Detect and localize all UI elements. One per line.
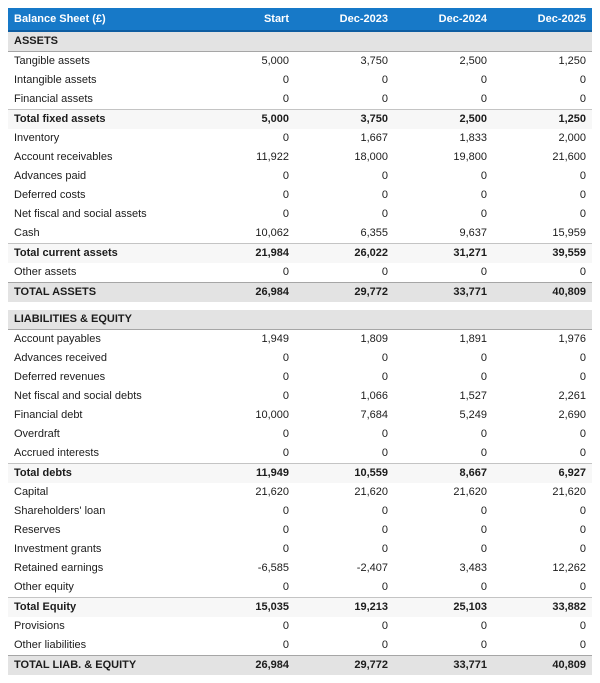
row-value: 0 bbox=[493, 167, 592, 186]
row-value: 0 bbox=[295, 425, 394, 444]
row-value: 33,771 bbox=[394, 283, 493, 303]
row-value: -6,585 bbox=[196, 559, 295, 578]
row-value: 0 bbox=[295, 186, 394, 205]
row-label: Advances paid bbox=[8, 167, 196, 186]
row-value: 5,000 bbox=[196, 110, 295, 130]
table-row bbox=[8, 636, 592, 656]
row-value: 1,250 bbox=[493, 110, 592, 130]
row-value: 0 bbox=[196, 71, 295, 90]
row-value: 1,949 bbox=[196, 330, 295, 350]
table-row bbox=[8, 406, 592, 425]
row-label: Capital bbox=[8, 483, 196, 502]
row-value: 1,833 bbox=[394, 129, 493, 148]
row-value: 1,066 bbox=[295, 387, 394, 406]
row-value: 8,667 bbox=[394, 464, 493, 484]
row-value: 0 bbox=[196, 521, 295, 540]
row-value: 0 bbox=[295, 368, 394, 387]
table-title: Balance Sheet (£) bbox=[8, 8, 196, 31]
row-label: LIABILITIES & EQUITY bbox=[8, 310, 592, 330]
row-label: Tangible assets bbox=[8, 52, 196, 72]
row-label: Advances received bbox=[8, 349, 196, 368]
table-row bbox=[8, 186, 592, 205]
table-row bbox=[8, 71, 592, 90]
row-value: 9,637 bbox=[394, 224, 493, 244]
row-value: 0 bbox=[295, 167, 394, 186]
table-row bbox=[8, 425, 592, 444]
row-value: 1,809 bbox=[295, 330, 394, 350]
table-row bbox=[8, 387, 592, 406]
row-label: Intangible assets bbox=[8, 71, 196, 90]
column-header-dec-2024: Dec-2024 bbox=[394, 8, 493, 31]
row-value: 0 bbox=[394, 205, 493, 224]
table-row bbox=[8, 578, 592, 598]
row-value: 1,667 bbox=[295, 129, 394, 148]
row-value: 0 bbox=[394, 502, 493, 521]
row-value: 0 bbox=[394, 425, 493, 444]
row-value: 39,559 bbox=[493, 244, 592, 264]
table-row bbox=[8, 90, 592, 110]
row-label: Total Equity bbox=[8, 598, 196, 618]
row-value: 0 bbox=[196, 387, 295, 406]
column-header-dec-2025: Dec-2025 bbox=[493, 8, 592, 31]
table-row bbox=[8, 502, 592, 521]
table-row bbox=[8, 521, 592, 540]
column-header-dec-2023: Dec-2023 bbox=[295, 8, 394, 31]
row-value: 0 bbox=[196, 349, 295, 368]
row-value: 0 bbox=[493, 578, 592, 598]
row-value: 33,882 bbox=[493, 598, 592, 618]
row-label: Other liabilities bbox=[8, 636, 196, 656]
table-row bbox=[8, 617, 592, 636]
row-value: 18,000 bbox=[295, 148, 394, 167]
row-value: 0 bbox=[394, 540, 493, 559]
row-value: 31,271 bbox=[394, 244, 493, 264]
row-value: 6,355 bbox=[295, 224, 394, 244]
row-value: 0 bbox=[493, 502, 592, 521]
row-value: 0 bbox=[493, 425, 592, 444]
table-row bbox=[8, 368, 592, 387]
row-label: Investment grants bbox=[8, 540, 196, 559]
row-value: 29,772 bbox=[295, 283, 394, 303]
row-value: 3,750 bbox=[295, 110, 394, 130]
table-row bbox=[8, 52, 592, 72]
table-row bbox=[8, 656, 592, 676]
row-label: Account receivables bbox=[8, 148, 196, 167]
row-label: Retained earnings bbox=[8, 559, 196, 578]
row-value: 1,976 bbox=[493, 330, 592, 350]
row-value: 0 bbox=[493, 71, 592, 90]
row-value: 10,062 bbox=[196, 224, 295, 244]
row-value: 0 bbox=[196, 263, 295, 283]
row-label: Total fixed assets bbox=[8, 110, 196, 130]
row-label: Financial debt bbox=[8, 406, 196, 425]
row-value: 0 bbox=[394, 186, 493, 205]
row-value: 0 bbox=[394, 368, 493, 387]
row-value: 0 bbox=[493, 444, 592, 464]
row-value: 21,600 bbox=[493, 148, 592, 167]
row-value: 1,891 bbox=[394, 330, 493, 350]
row-value: 0 bbox=[196, 90, 295, 110]
row-value: 2,690 bbox=[493, 406, 592, 425]
table-row bbox=[8, 167, 592, 186]
row-value: 21,620 bbox=[196, 483, 295, 502]
row-value: 21,620 bbox=[493, 483, 592, 502]
row-value: 10,559 bbox=[295, 464, 394, 484]
row-value: 3,483 bbox=[394, 559, 493, 578]
row-value: -2,407 bbox=[295, 559, 394, 578]
row-value: 0 bbox=[394, 263, 493, 283]
table-row bbox=[8, 330, 592, 350]
row-value: 0 bbox=[196, 540, 295, 559]
row-value: 1,250 bbox=[493, 52, 592, 72]
row-value: 0 bbox=[295, 71, 394, 90]
table-row bbox=[8, 559, 592, 578]
row-value: 0 bbox=[493, 521, 592, 540]
row-label: ASSETS bbox=[8, 31, 592, 52]
row-value: 40,809 bbox=[493, 283, 592, 303]
row-label: Net fiscal and social debts bbox=[8, 387, 196, 406]
row-label: Provisions bbox=[8, 617, 196, 636]
row-value: 0 bbox=[295, 502, 394, 521]
row-value: 7,684 bbox=[295, 406, 394, 425]
table-row bbox=[8, 540, 592, 559]
row-value: 5,249 bbox=[394, 406, 493, 425]
row-label: TOTAL ASSETS bbox=[8, 283, 196, 303]
row-value: 0 bbox=[394, 349, 493, 368]
row-value: 0 bbox=[493, 617, 592, 636]
row-label: Accrued interests bbox=[8, 444, 196, 464]
row-value: 0 bbox=[196, 502, 295, 521]
row-value: 0 bbox=[196, 368, 295, 387]
balance-sheet-body bbox=[8, 31, 592, 675]
row-value: 40,809 bbox=[493, 656, 592, 676]
row-value: 0 bbox=[493, 636, 592, 656]
row-value: 0 bbox=[493, 263, 592, 283]
row-value: 0 bbox=[394, 90, 493, 110]
column-header-start: Start bbox=[196, 8, 295, 31]
table-row bbox=[8, 110, 592, 130]
row-value: 21,620 bbox=[295, 483, 394, 502]
row-value: 0 bbox=[394, 617, 493, 636]
row-value: 0 bbox=[196, 636, 295, 656]
row-value: 29,772 bbox=[295, 656, 394, 676]
row-label: Total debts bbox=[8, 464, 196, 484]
table-row bbox=[8, 464, 592, 484]
row-value: 25,103 bbox=[394, 598, 493, 618]
row-value: 26,984 bbox=[196, 656, 295, 676]
row-value: 21,620 bbox=[394, 483, 493, 502]
row-value: 0 bbox=[295, 349, 394, 368]
row-value: 15,035 bbox=[196, 598, 295, 618]
row-label: Reserves bbox=[8, 521, 196, 540]
table-row bbox=[8, 483, 592, 502]
table-row bbox=[8, 349, 592, 368]
row-label: Cash bbox=[8, 224, 196, 244]
row-value: 0 bbox=[196, 129, 295, 148]
row-value: 10,000 bbox=[196, 406, 295, 425]
header-row bbox=[8, 8, 592, 31]
row-value: 0 bbox=[295, 540, 394, 559]
row-value: 19,800 bbox=[394, 148, 493, 167]
row-label: Total current assets bbox=[8, 244, 196, 264]
row-value: 0 bbox=[295, 444, 394, 464]
row-value: 0 bbox=[493, 540, 592, 559]
row-value: 0 bbox=[196, 578, 295, 598]
row-value: 21,984 bbox=[196, 244, 295, 264]
row-value: 0 bbox=[295, 205, 394, 224]
row-value: 0 bbox=[295, 521, 394, 540]
row-label: Deferred revenues bbox=[8, 368, 196, 387]
row-value: 0 bbox=[394, 71, 493, 90]
row-label: Inventory bbox=[8, 129, 196, 148]
row-value: 0 bbox=[196, 444, 295, 464]
row-value: 3,750 bbox=[295, 52, 394, 72]
table-row bbox=[8, 598, 592, 618]
balance-sheet-table bbox=[8, 8, 592, 675]
row-value: 15,959 bbox=[493, 224, 592, 244]
row-label: Net fiscal and social assets bbox=[8, 205, 196, 224]
row-label: Other equity bbox=[8, 578, 196, 598]
section-row bbox=[8, 31, 592, 52]
table-row bbox=[8, 205, 592, 224]
table-row bbox=[8, 224, 592, 244]
table-header bbox=[8, 8, 592, 31]
row-value: 11,922 bbox=[196, 148, 295, 167]
row-value: 0 bbox=[394, 444, 493, 464]
row-label: TOTAL LIAB. & EQUITY bbox=[8, 656, 196, 676]
row-value: 2,500 bbox=[394, 110, 493, 130]
row-label: Financial assets bbox=[8, 90, 196, 110]
row-value: 2,500 bbox=[394, 52, 493, 72]
row-label: Overdraft bbox=[8, 425, 196, 444]
row-value: 0 bbox=[295, 617, 394, 636]
row-value: 26,022 bbox=[295, 244, 394, 264]
row-value: 0 bbox=[394, 578, 493, 598]
row-value: 0 bbox=[394, 521, 493, 540]
row-value: 0 bbox=[196, 617, 295, 636]
row-value: 6,927 bbox=[493, 464, 592, 484]
table-row bbox=[8, 263, 592, 283]
row-value: 5,000 bbox=[196, 52, 295, 72]
row-label: Deferred costs bbox=[8, 186, 196, 205]
row-value: 0 bbox=[196, 167, 295, 186]
row-value: 0 bbox=[493, 349, 592, 368]
table-row bbox=[8, 244, 592, 264]
row-value: 33,771 bbox=[394, 656, 493, 676]
row-value: 12,262 bbox=[493, 559, 592, 578]
row-value: 0 bbox=[295, 90, 394, 110]
row-value: 2,261 bbox=[493, 387, 592, 406]
row-value: 0 bbox=[394, 167, 493, 186]
row-value: 0 bbox=[196, 205, 295, 224]
row-value: 0 bbox=[394, 636, 493, 656]
row-value: 26,984 bbox=[196, 283, 295, 303]
row-label: Account payables bbox=[8, 330, 196, 350]
row-value: 11,949 bbox=[196, 464, 295, 484]
spacer-row bbox=[8, 302, 592, 310]
row-value: 0 bbox=[493, 368, 592, 387]
table-row bbox=[8, 283, 592, 303]
row-value: 19,213 bbox=[295, 598, 394, 618]
row-value: 0 bbox=[493, 186, 592, 205]
row-value: 0 bbox=[196, 186, 295, 205]
section-row bbox=[8, 310, 592, 330]
table-row bbox=[8, 129, 592, 148]
row-value: 0 bbox=[493, 90, 592, 110]
row-value: 0 bbox=[493, 205, 592, 224]
table-row bbox=[8, 148, 592, 167]
row-value: 0 bbox=[295, 578, 394, 598]
row-value: 1,527 bbox=[394, 387, 493, 406]
row-value: 0 bbox=[295, 636, 394, 656]
table-row bbox=[8, 444, 592, 464]
row-value: 0 bbox=[295, 263, 394, 283]
spacer-cell bbox=[8, 302, 592, 310]
row-label: Other assets bbox=[8, 263, 196, 283]
row-value: 0 bbox=[196, 425, 295, 444]
row-value: 2,000 bbox=[493, 129, 592, 148]
row-label: Shareholders' loan bbox=[8, 502, 196, 521]
